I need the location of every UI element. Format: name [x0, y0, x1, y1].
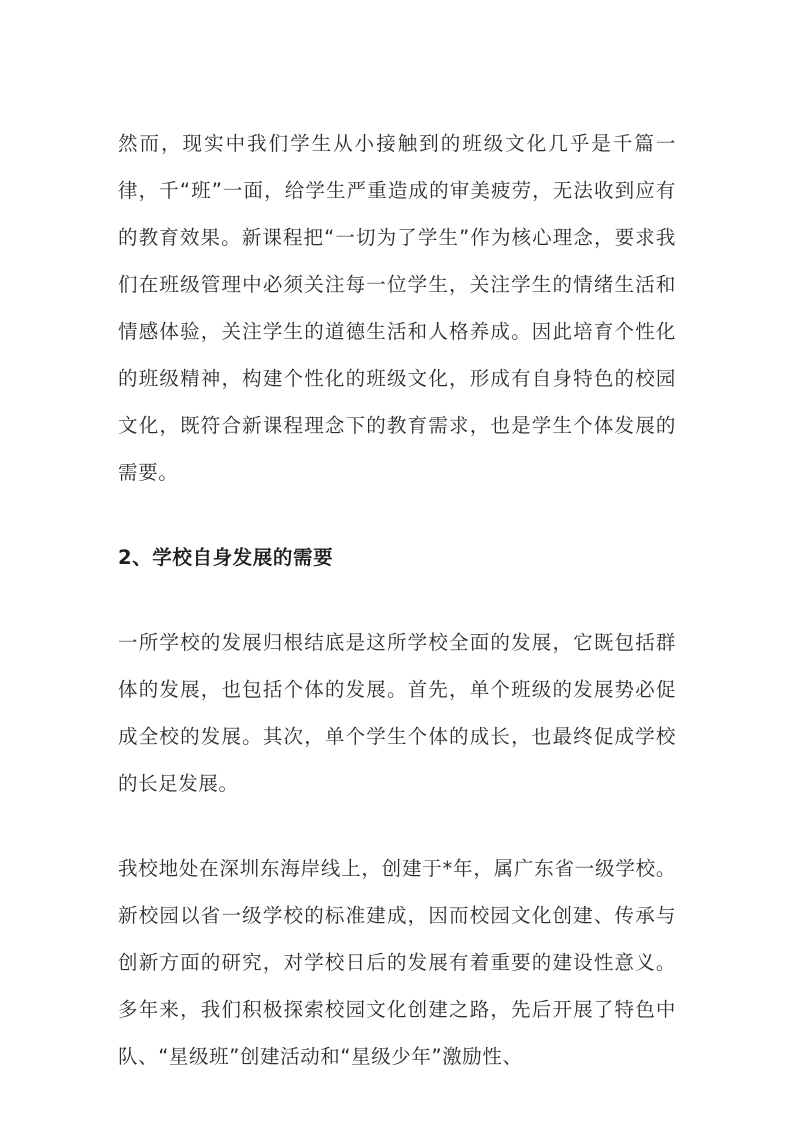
document-body [118, 120, 676, 1080]
section-heading-2-wrap [118, 534, 676, 581]
paragraph-1: 然而，现实中我们学生从小接触到的班级文化几乎是千篇一律，千“班”一面，给学生严重造成的审美疲劳，无法收到应有的教育效果。新课程把“一切为了学生”作为核心理念，要求我们在班级管理中必须关注每一位学生，关注学生的情绪生活和情感体验，关注学生的道德生活和人格养成。因此培育个性化的班级精神，构建个性化的班级文化，形成有自身特色的校园文化，既符合新课程理念下的教育需求，也是学生个体发展的需要。 [118, 132, 676, 484]
section-heading-2: 2、学校自身发展的需要 [118, 546, 334, 569]
paragraph-2: 一所学校的发展归根结底是这所学校全面的发展，它既包括群体的发展，也包括个体的发展。首先，单个班级的发展势必促成全校的发展。其次，单个学生个体的成长，也最终促成学校的长足发展。 [118, 631, 676, 795]
paragraph-3: 我校地处在深圳东海岸线上，创建于*年，属广东省一级学校。新校园以省一级学校的标准建成，因而校园文化创建、传承与创新方面的研究，对学校日后的发展有着重要的建设性意义。多年来，我们积极探索校园文化创建之路，先后开展了特色中队、“星级班”创建活动和“星级少年”激励性、 [118, 857, 676, 1068]
